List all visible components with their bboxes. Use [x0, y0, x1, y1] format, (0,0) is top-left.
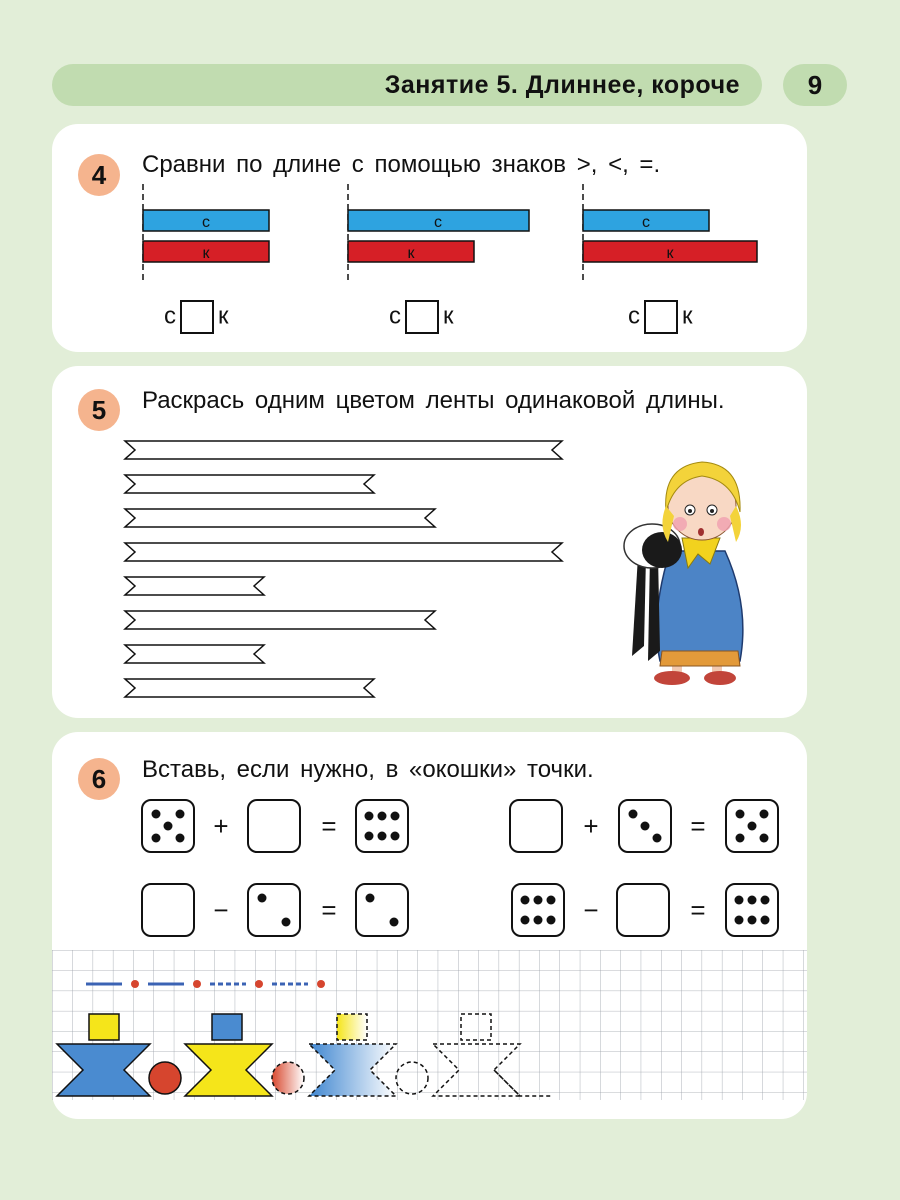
task-5-card: [52, 366, 807, 718]
compare-row-2: с к: [389, 300, 454, 334]
ribbon: [125, 577, 264, 595]
die-two: [248, 884, 300, 936]
ribbons: [122, 440, 567, 700]
die-six: [356, 800, 408, 852]
operator-minus: −: [583, 895, 599, 925]
operator-equals: =: [690, 895, 706, 925]
ribbon: [125, 611, 435, 629]
operator-equals: =: [690, 811, 706, 841]
page-number: 9: [783, 64, 847, 106]
operator-plus: +: [583, 811, 599, 841]
length-comparison-3: [580, 184, 760, 289]
die-five: [142, 800, 194, 852]
task-number-badge: 5: [78, 389, 120, 431]
bar-k-label: к: [202, 245, 210, 262]
die-six: [512, 884, 564, 936]
operator-minus: −: [213, 895, 229, 925]
task-number-badge: 4: [78, 154, 120, 196]
girl-illustration: [610, 446, 780, 696]
ribbon: [125, 645, 264, 663]
die-six: [726, 884, 778, 936]
lesson-header: [52, 64, 762, 106]
ribbon: [125, 509, 435, 527]
die-three: [619, 800, 671, 852]
ribbon: [125, 475, 374, 493]
empty-die-box[interactable]: [510, 800, 562, 852]
bar-c-label: с: [642, 214, 650, 231]
task-6-text: Вставь, если нужно, в «окошки» точки.: [142, 756, 594, 783]
lesson-title: Занятие 5. Длиннее, короче: [384, 71, 740, 99]
task-4-text: Сравни по длине с помощью знаков >, <, =.: [142, 151, 661, 178]
answer-box[interactable]: [405, 300, 439, 334]
die-five: [726, 800, 778, 852]
die-two: [356, 884, 408, 936]
length-comparison-2: [345, 184, 535, 289]
empty-die-box[interactable]: [248, 800, 300, 852]
empty-die-box[interactable]: [142, 884, 194, 936]
ribbon: [125, 441, 562, 459]
fading-red-circle: [272, 1062, 304, 1094]
task-6-card: [52, 732, 807, 1119]
bar-k-label: к: [407, 245, 415, 262]
length-comparison-1: [140, 184, 280, 289]
red-circle: [149, 1062, 181, 1094]
empty-die-box[interactable]: [617, 884, 669, 936]
operator-plus: +: [213, 811, 229, 841]
bar-c-label: с: [434, 214, 442, 231]
ribbon: [125, 679, 374, 697]
bar-k-label: к: [666, 245, 674, 262]
answer-box[interactable]: [180, 300, 214, 334]
compare-row-3: с к: [628, 300, 693, 334]
pattern-grid: [52, 950, 807, 1119]
compare-row-1: с к: [164, 300, 229, 334]
task-number-badge: 6: [78, 758, 120, 800]
operator-equals: =: [321, 811, 337, 841]
ribbon: [125, 543, 562, 561]
bar-c-label: с: [202, 214, 210, 231]
dice-equations: [52, 732, 807, 952]
operator-equals: =: [321, 895, 337, 925]
answer-box[interactable]: [644, 300, 678, 334]
task-4-card: [52, 124, 807, 352]
task-5-text: Раскрась одним цветом ленты одинаковой длины.: [142, 387, 725, 414]
